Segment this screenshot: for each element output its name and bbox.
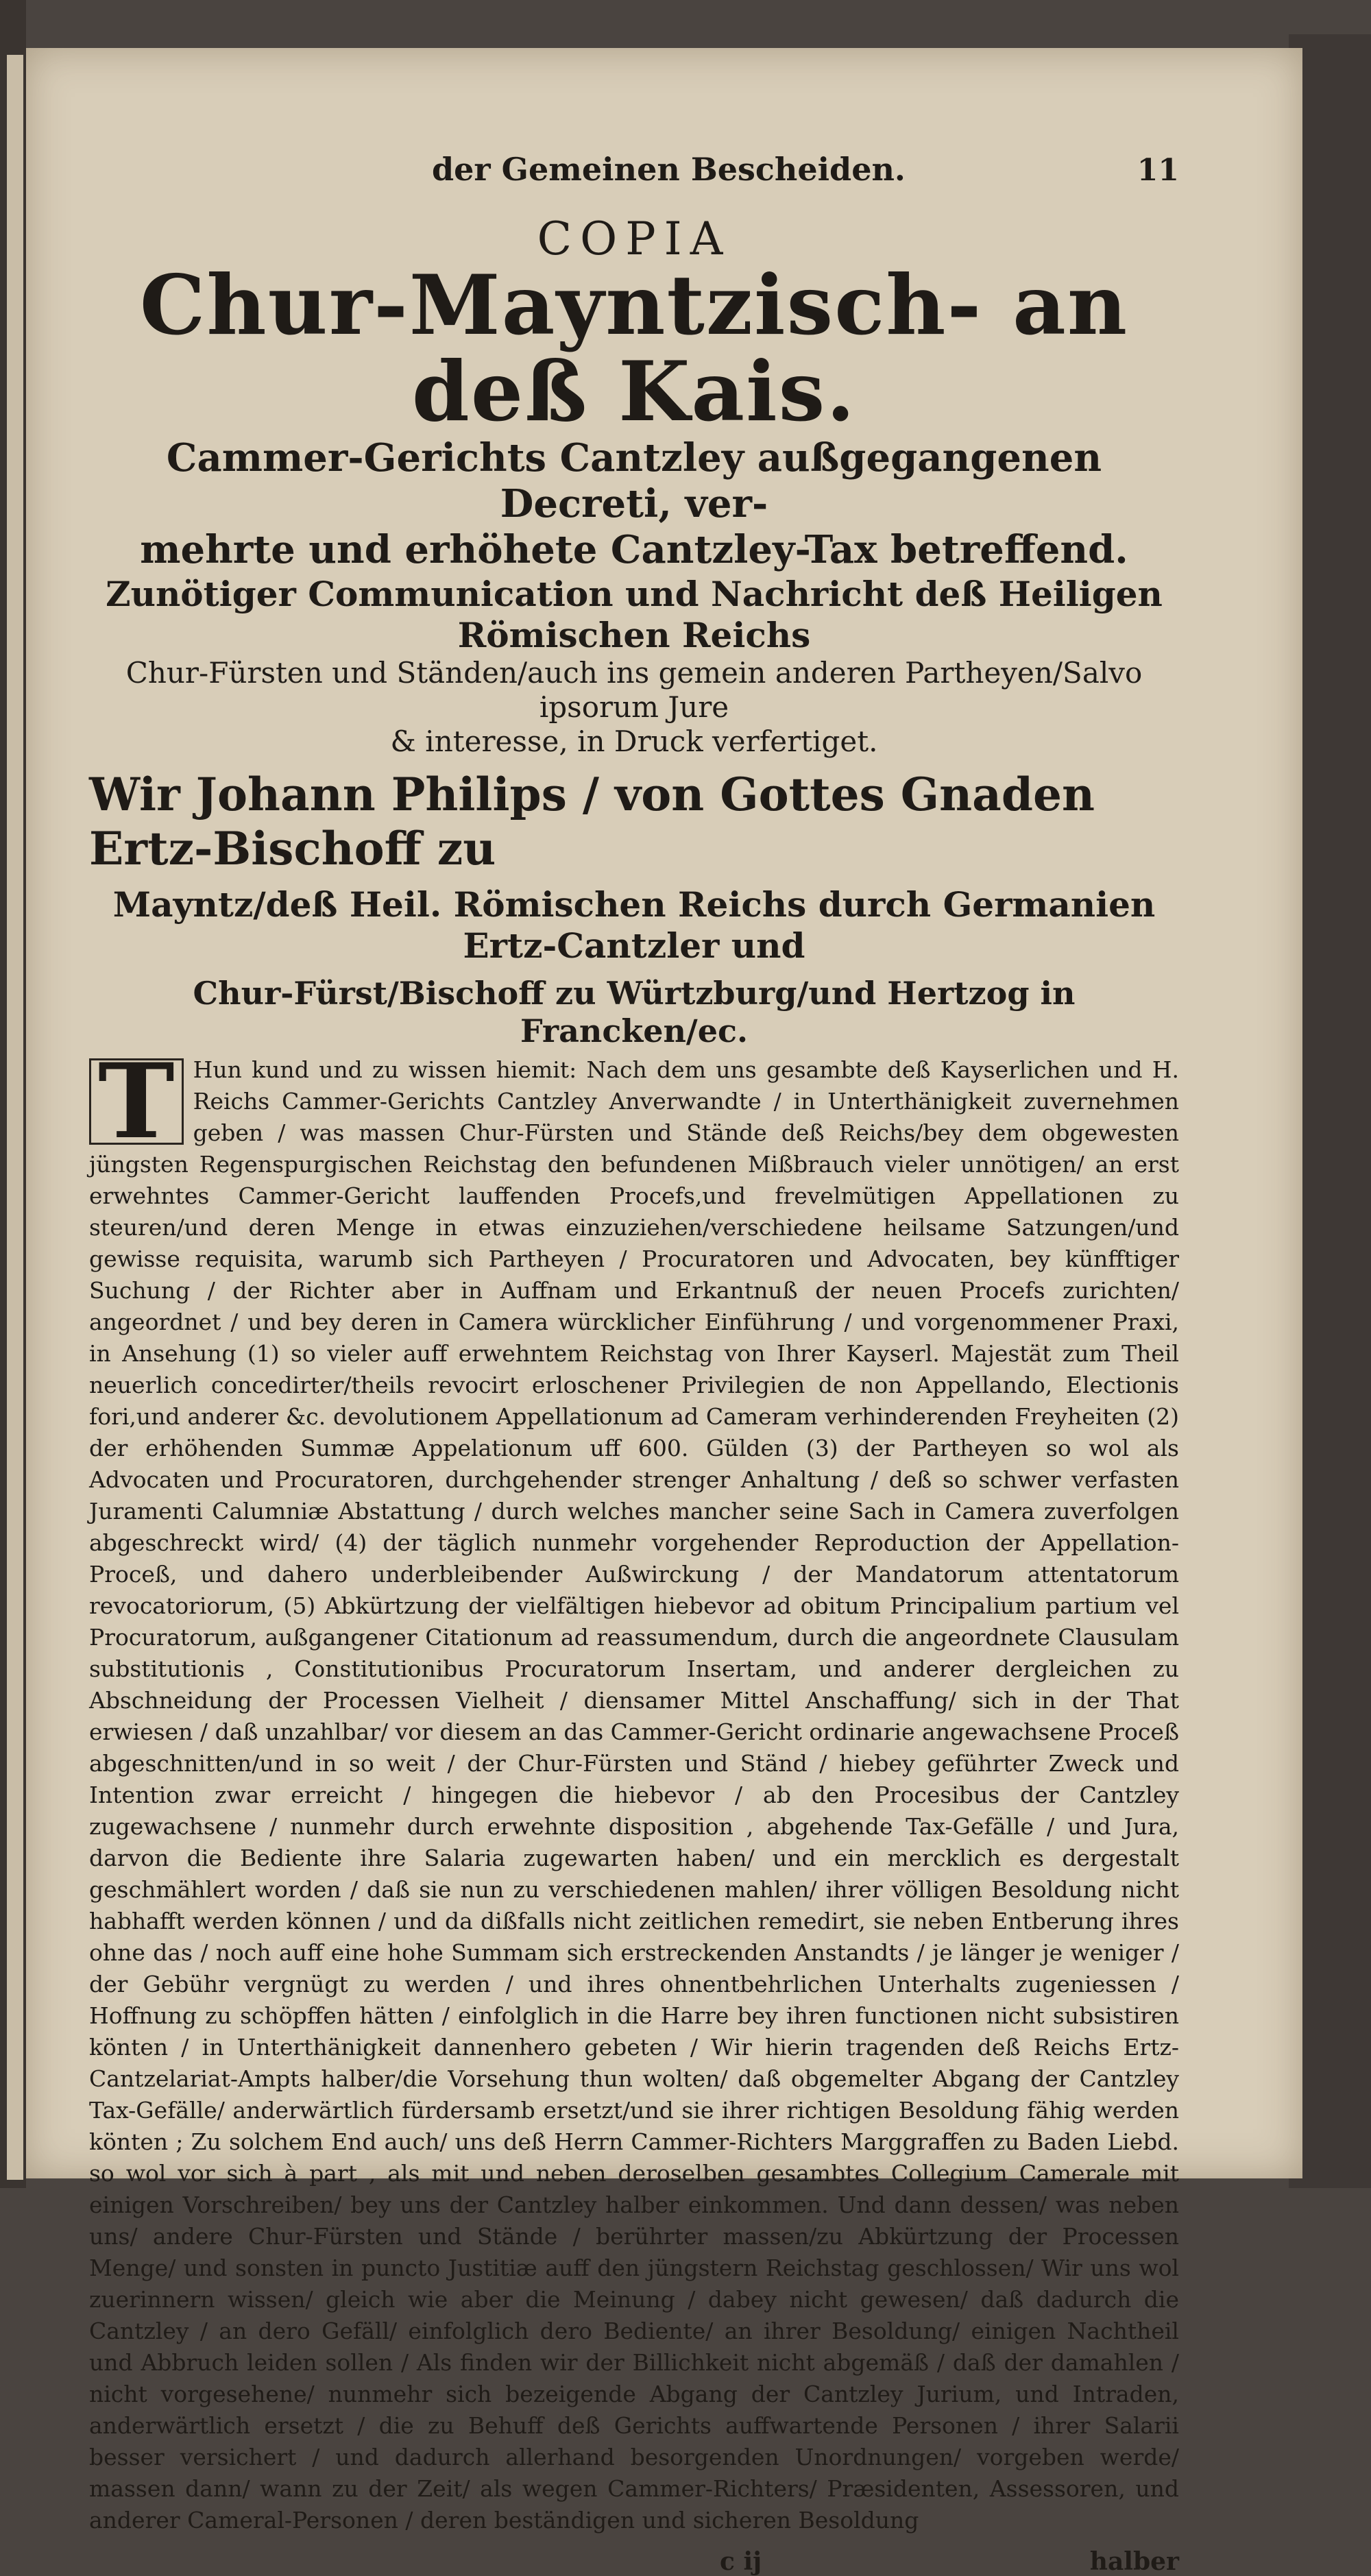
intro-line-2: Mayntz/deß Heil. Römischen Reichs durch Germanien Ertz-Cantzler und	[112, 884, 1156, 967]
catchword: halber	[1089, 2547, 1179, 2576]
decorated-initial: T	[89, 1058, 184, 1145]
signature-mark: c ij	[720, 2547, 762, 2576]
body-text	[89, 1041, 1179, 2536]
title-line-1: Chur-Mayntzisch- an deß Kais.	[139, 257, 1129, 440]
page-content	[89, 151, 1179, 2576]
intro-line-3: Chur-Fürst/Bischoff zu Würtzburg/und Hertzog in Francken/ec.	[193, 975, 1076, 1050]
page-header	[89, 151, 1179, 206]
page-footer	[89, 2547, 1179, 2576]
page-number: 11	[1137, 153, 1179, 188]
title-line-3: mehrte und erhöhete Cantzley-Tax betreffend.	[140, 527, 1128, 573]
intro-line-1: Wir Johann Philips / von Gottes Gnaden Ertz-Bischoff zu	[89, 767, 1095, 875]
running-head: der Gemeinen Bescheiden.	[432, 151, 906, 188]
copia-heading: COPIA	[537, 212, 731, 265]
book-page-edges	[7, 55, 23, 2180]
title-line-6: & interesse, in Druck verfertiget.	[390, 725, 878, 759]
body-paragraph: Hun kund und zu wissen hiemit: Nach dem uns gesambte deß Kayserlichen und H. Reichs Cammer-Gerichts Cantzley Anverwandte / in Unterthänigkeit zuvernehmen geben / was massen Chur-Fürsten und Stände deß Reichs/bey dem obgewesten jüngsten Regenspurgischen Reichstag den befundenen Mißbrauch vieler unnötigen/ an erst erwehntes Cammer-Gericht lauffenden Procefs,und frevelmütigen Appellationen zu steuren/und deren Menge in etwas einzuziehen/verschiedene heilsame Satzungen/und gewisse requisita, warumb sich Partheyen / Procuratoren und Advocaten, bey künfftiger Suchung / der Richter aber in Auffnam und Erkantnuß der neuen Procefs zurichten/ angeordnet / und bey deren in Camera würcklicher Einführung / und vorgenommener Praxi, in Ansehung (1) so vieler auff erwehntem Reichstag von Ihrer Kayserl. Majestät zum Theil neuerlich concedirter/theils revocirt erloschener Privilegien de non Appellando, Electionis fori,und anderer &c. devolutionem Appellationum ad Cameram verhinderenden Freyheiten (2) der erhöhenden Summæ Appelationum uff 600. Gülden (3) der Partheyen so wol als Advocaten und Procuratoren, durchgehender strenger Anhaltung / deß so schwer verfasten Juramenti Calumniæ Abstattung / durch welches mancher seine Sach in Camera zuverfolgen abgeschreckt wird/ (4) der täglich nunmehr vorgehender Reproduction der Appellation-Proceß, und dahero underbleibender Außwirckung / der Mandatorum attentatorum revocatoriorum, (5) Abkürtzung der vielfältigen hiebevor ad obitum Principalium partium vel Procuratorum, außgangener Citationum ad reassumendum, durch die angeordnete Clausulam substitutionis , Constitutionibus Procuratorum Insertam, und anderer dergleichen zu Abschneidung der Processen Vielheit / diensamer Mittel Anschaffung/ sich in der That erwiesen / daß unzahlbar/ vor diesem an das Cammer-Gericht ordinarie angewachsene Proceß abgeschnitten/und in so weit / der Chur-Fürsten und Ständ / hiebey geführter Zweck und Intention zwar erreicht / hingegen die hiebevor / ab den Procesibus der Cantzley zugewachsene / nunmehr durch erwehnte disposition , abgehende Tax-Gefälle / und Jura, darvon die Bediente ihre Salaria zugewarten haben/ und ein mercklich es dergestalt geschmählert worden / daß sie nun zu verschiedenen mahlen/ ihrer völligen Besoldung nicht habhafft werden können / und da dißfalls nicht zeitlichen remedirt, sie neben Entberung ihres ohne das / noch auff eine hohe Summam sich erstreckenden Anstandts / je länger je weniger / der Gebühr vergnügt zu werden / und ihres ohnentbehrlichen Unterhalts zugeniessen / Hoffnung zu schöpffen hätten / einfolglich in die Harre bey ihren functionen nicht subsistiren könten / in Unterthänigkeit dannenhero gebeten / Wir hierin tragenden deß Reichs Ertz-Cantzelariat-Ampts halber/die Vorsehung thun wolten/ daß obgemelter Abgang der Cantzley Tax-Gefälle/ anderwärtlich fürdersamb ersetzt/und sie ihrer richtigen Besoldung fähig werden könten ; Zu solchem End auch/ uns deß Herrn Cammer-Richters Marggraffen zu Baden Liebd. so wol vor sich à part , als mit und neben deroselben gesambtes Collegium Camerale mit einigen Vorschreiben/ bey uns der Cantzley halber einkommen. Und dann dessen/ was neben uns/ andere Chur-Fürsten und Stände / berührter massen/zu Abkürtzung der Processen Menge/ und sonsten in puncto Justitiæ auff den jüngstern Reichstag geschlossen/ Wir uns wol zuerinnern wissen/ gleich wie aber die Meinung / dabey nicht gewesen/ daß dadurch die Cantzley / an dero Gefäll/ einfolglich dero Bediente/ an ihrer Besoldung/ einigen Nachtheil und Abbruch leiden sollen / Als finden wir der Billichkeit nicht abgemäß / daß der damahlen / nicht vorgesehene/ nunmehr sich bezeigende Abgang der Cantzley Jurium, und Intraden, anderwärtlich ersetzt / die zu Behuff deß Gerichts auffwartende Personen / ihrer Salarii besser versichert / und dadurch allerhand besorgenden Unordnungen/ vorgeben werde/ massen dann/ wann zu der Zeit/ als wegen Cammer-Richters/ Præsidenten, Assessoren, und anderer Cameral-Personen / deren beständigen und sicheren Besoldung	[89, 1056, 1179, 2534]
title-line-5: Chur-Fürsten und Ständen/auch ins gemein anderen Partheyen/Salvo ipsorum Jure	[125, 655, 1143, 724]
title-line-4: Zunötiger Communication und Nachricht deß Heiligen Römischen Reichs	[106, 573, 1163, 655]
title-line-2: Cammer-Gerichts Cantzley außgegangenen Decreti, ver-	[166, 435, 1102, 527]
